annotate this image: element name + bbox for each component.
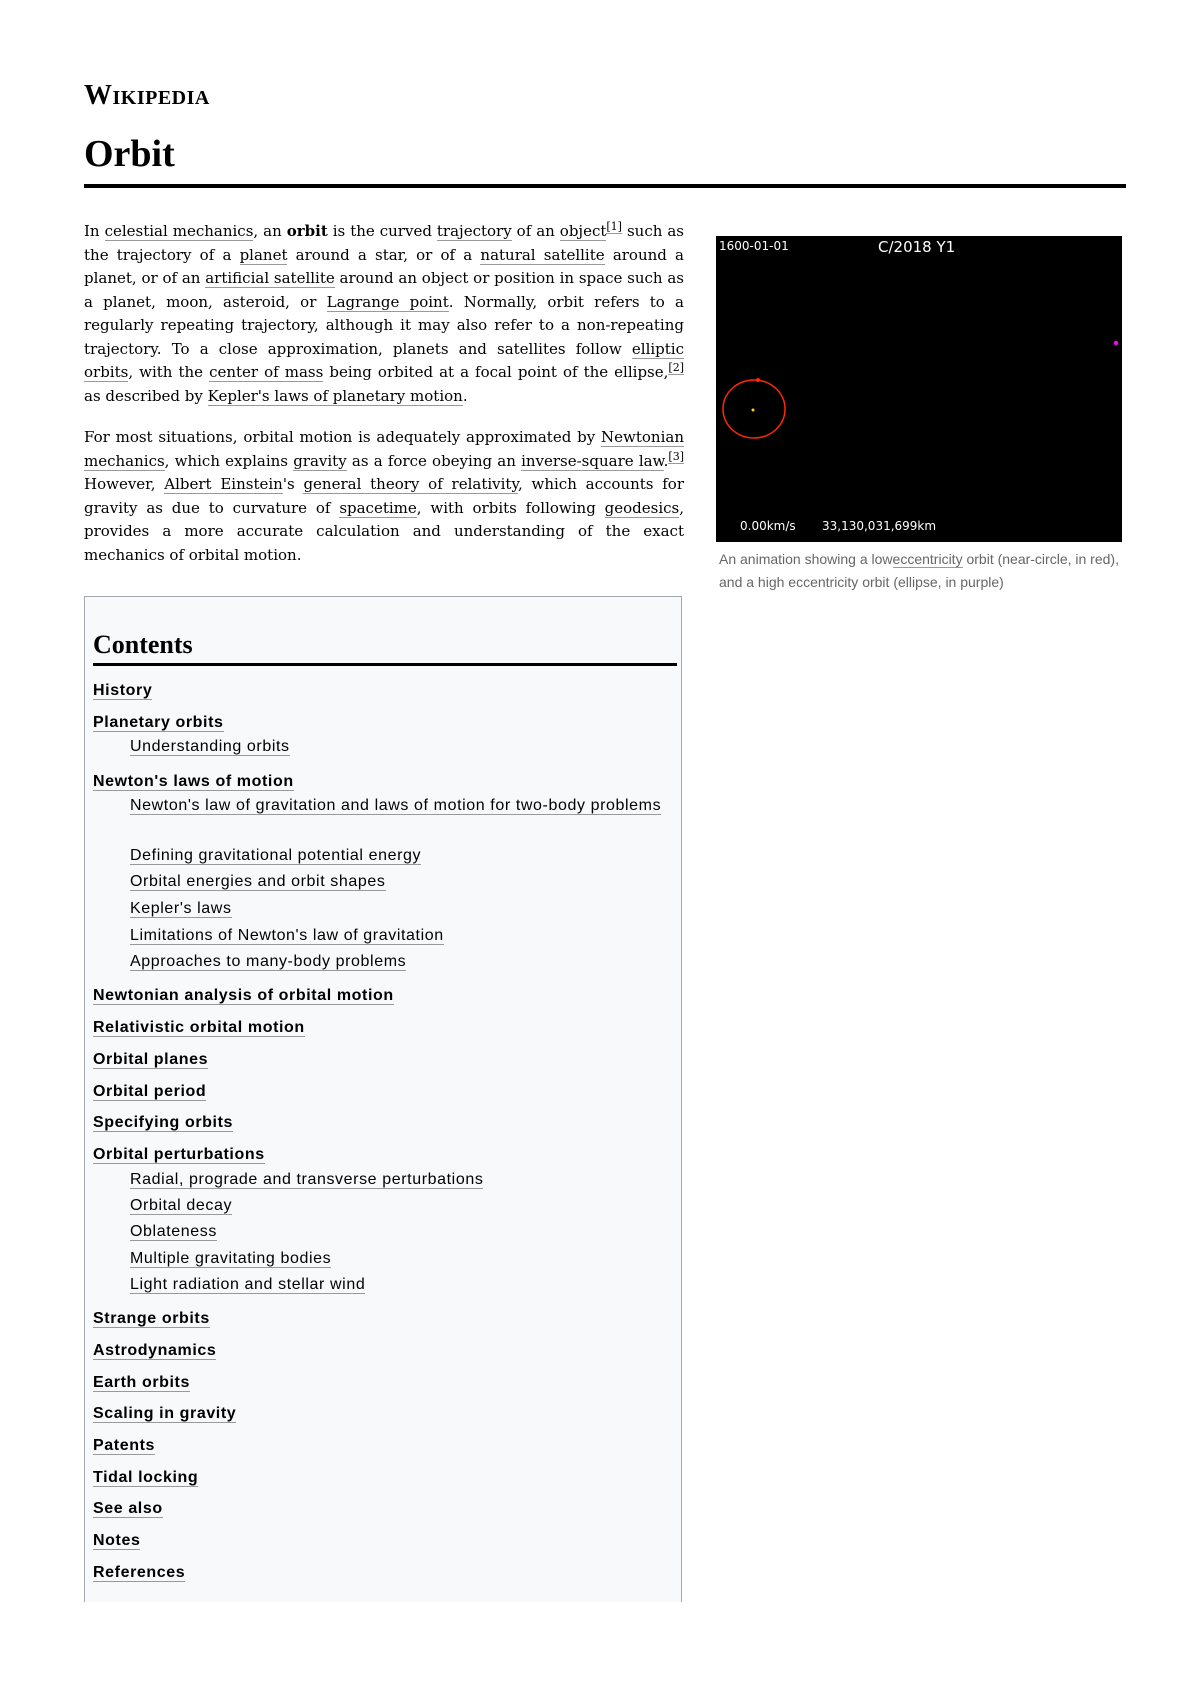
wikipedia-logo[interactable]: Wikipedia: [84, 80, 210, 111]
toc-label: Patents: [93, 1437, 155, 1454]
toc-label: Radial, prograde and transverse perturbations: [130, 1171, 484, 1188]
caption-text: orbit (near-circle, in red), and a high eccentricity orbit (ellipse, in purple): [719, 551, 1119, 590]
text: .: [663, 451, 669, 470]
toc-item-oblateness[interactable]: [130, 1221, 678, 1243]
intro-paragraph-2: [84, 426, 684, 567]
text: For most situations, orbital motion is adequately approximated by: [84, 428, 602, 446]
toc-label: Tidal locking: [93, 1469, 199, 1486]
toc-label: Orbital decay: [130, 1197, 233, 1214]
link-inverse-square-law[interactable]: inverse-square law: [521, 451, 664, 470]
toc-label: Planetary orbits: [93, 714, 224, 731]
text: around an object or position in space such as a planet, moon, asteroid, or: [84, 269, 684, 311]
toc-item-newtonian-analysis[interactable]: [93, 985, 394, 1007]
toc-item-two-body-problems[interactable]: [130, 795, 678, 817]
text: 's: [282, 475, 304, 493]
toc-title: Contents: [93, 629, 677, 666]
text: around a planet, or of an: [84, 245, 684, 287]
toc-item-many-body[interactable]: [130, 951, 678, 973]
animation-speed: 0.00km/s: [740, 519, 796, 533]
link-newtonian-mechanics[interactable]: Newtonian mechanics: [84, 428, 684, 470]
reference-3[interactable]: [3]: [668, 449, 684, 463]
text: . Normally, orbit refers to a regularly repeating trajectory, although it may also refer to a non-repeating trajectory. To a close approximation, planets and satellites follow: [84, 292, 684, 358]
toc-label: Earth orbits: [93, 1374, 190, 1391]
toc-item-strange-orbits[interactable]: [93, 1308, 210, 1330]
toc-label: Strange orbits: [93, 1310, 210, 1327]
orbit-animation[interactable]: [716, 236, 1122, 542]
link-trajectory[interactable]: trajectory: [436, 222, 512, 240]
article-body: [84, 220, 684, 585]
text: around a star, or of a: [287, 245, 481, 264]
link-elliptic-orbits[interactable]: elliptic orbits: [84, 339, 684, 381]
toc-item-history[interactable]: [93, 680, 152, 702]
page-title: Orbit: [84, 128, 1126, 188]
link-lagrange-point[interactable]: Lagrange point: [326, 292, 449, 311]
orbiting-body-purple: [1114, 341, 1118, 345]
toc-label: References: [93, 1564, 186, 1581]
toc-label: Newtonian analysis of orbital motion: [93, 987, 394, 1004]
toc-item-limitations[interactable]: [130, 925, 678, 947]
toc-label: Multiple gravitating bodies: [130, 1250, 332, 1267]
text: , an: [253, 222, 287, 240]
toc-label: Limitations of Newton's law of gravitation: [130, 927, 444, 944]
toc-item-orbital-period[interactable]: [93, 1081, 206, 1103]
toc-item-understanding-orbits[interactable]: [130, 736, 678, 758]
toc-item-patents[interactable]: [93, 1435, 155, 1457]
toc-label: Notes: [93, 1532, 141, 1549]
toc-label: Understanding orbits: [130, 738, 290, 755]
text: .: [462, 386, 468, 405]
bold-term: orbit: [286, 222, 328, 240]
toc-item-gravitational-potential-energy[interactable]: [130, 845, 678, 867]
toc-label: Kepler's laws: [130, 900, 232, 917]
toc-item-multiple-bodies[interactable]: [130, 1248, 678, 1270]
table-of-contents: [84, 596, 682, 1602]
link-geodesics[interactable]: geodesics: [604, 498, 680, 517]
text: as described by: [84, 386, 208, 405]
toc-item-radial-prograde[interactable]: [130, 1169, 678, 1191]
text: being orbited at a focal point of the ellipse,: [323, 363, 669, 381]
toc-item-planetary-orbits[interactable]: [93, 712, 224, 734]
toc-item-orbital-energies[interactable]: [130, 871, 678, 893]
caption-text: An animation showing a low: [719, 551, 893, 567]
toc-label: Newton's laws of motion: [93, 773, 294, 790]
orbit-diagram: [716, 236, 1122, 542]
toc-item-scaling-in-gravity[interactable]: [93, 1403, 236, 1425]
figure-caption: [716, 548, 1122, 594]
toc-label: Oblateness: [130, 1223, 217, 1240]
toc-item-orbital-perturbations[interactable]: [93, 1144, 265, 1166]
toc-item-see-also[interactable]: [93, 1498, 163, 1520]
animation-object-name: C/2018 Y1: [878, 238, 956, 256]
toc-item-earth-orbits[interactable]: [93, 1372, 190, 1394]
toc-label: Scaling in gravity: [93, 1405, 237, 1422]
toc-label: Orbital energies and orbit shapes: [130, 873, 386, 890]
toc-item-relativistic[interactable]: [93, 1017, 305, 1039]
link-artificial-satellite[interactable]: artificial satellite: [205, 269, 335, 287]
text: In: [84, 222, 105, 240]
toc-item-specifying-orbits[interactable]: [93, 1112, 233, 1134]
text: , with the: [128, 363, 210, 381]
text: , with orbits following: [416, 498, 605, 517]
toc-label: Defining gravitational potential energy: [130, 847, 422, 864]
text: However,: [84, 475, 165, 493]
toc-label: Astrodynamics: [93, 1342, 217, 1359]
toc-item-astrodynamics[interactable]: [93, 1340, 216, 1362]
text: , which accounts for gravity as due to curvature of: [84, 475, 684, 517]
toc-item-light-radiation[interactable]: [130, 1274, 678, 1296]
toc-label: Relativistic orbital motion: [93, 1019, 305, 1036]
toc-label: Orbital period: [93, 1083, 207, 1100]
toc-item-tidal-locking[interactable]: [93, 1467, 198, 1489]
toc-item-newtons-laws[interactable]: [93, 771, 294, 793]
toc-label: Light radiation and stellar wind: [130, 1276, 366, 1293]
link-eccentricity[interactable]: eccentricity: [892, 551, 963, 567]
toc-item-notes[interactable]: [93, 1530, 140, 1552]
link-spacetime[interactable]: spacetime: [339, 498, 417, 517]
link-center-of-mass[interactable]: center of mass: [209, 363, 324, 381]
link-celestial-mechanics[interactable]: celestial mechanics: [104, 222, 254, 240]
text: such as the trajectory of a: [84, 222, 684, 264]
intro-paragraph-1: [84, 220, 684, 408]
toc-label: History: [93, 682, 153, 699]
animation-distance: 33,130,031,699km: [822, 519, 937, 533]
text: , provides a more accurate calculation and understanding of the exact mechanics of orbital motion.: [84, 498, 685, 564]
link-keplers-laws[interactable]: Kepler's laws of planetary motion: [207, 386, 463, 405]
toc-label: Orbital perturbations: [93, 1146, 265, 1163]
reference-1[interactable]: [1]: [606, 220, 622, 233]
link-albert-einstein[interactable]: Albert Einstein: [164, 475, 283, 493]
toc-label: Orbital planes: [93, 1051, 209, 1068]
central-star: [752, 409, 755, 412]
toc-item-orbital-decay[interactable]: [130, 1195, 678, 1217]
link-general-relativity[interactable]: general theory of relativity: [303, 475, 518, 493]
link-natural-satellite[interactable]: natural satellite: [480, 245, 605, 264]
text: as a force obeying an: [346, 451, 522, 470]
orbiting-body-red: [756, 378, 760, 382]
text: , which explains: [164, 451, 294, 470]
toc-item-orbital-planes[interactable]: [93, 1049, 208, 1071]
text: of an: [511, 222, 560, 240]
link-planet[interactable]: planet: [239, 245, 288, 264]
animation-date: 1600-01-01: [719, 239, 789, 253]
orbit-animation-figure: [716, 236, 1122, 594]
toc-label: Newton's law of gravitation and laws of motion for two-body problems: [130, 797, 662, 814]
toc-item-references[interactable]: [93, 1562, 185, 1584]
toc-label: Specifying orbits: [93, 1114, 233, 1131]
link-gravity[interactable]: gravity: [293, 451, 347, 470]
toc-label: Approaches to many-body problems: [130, 953, 407, 970]
toc-item-keplers-laws[interactable]: [130, 898, 678, 920]
text: is the curved: [327, 222, 437, 240]
link-object[interactable]: object: [559, 222, 607, 240]
toc-label: See also: [93, 1500, 163, 1517]
reference-2[interactable]: [2]: [668, 361, 684, 374]
